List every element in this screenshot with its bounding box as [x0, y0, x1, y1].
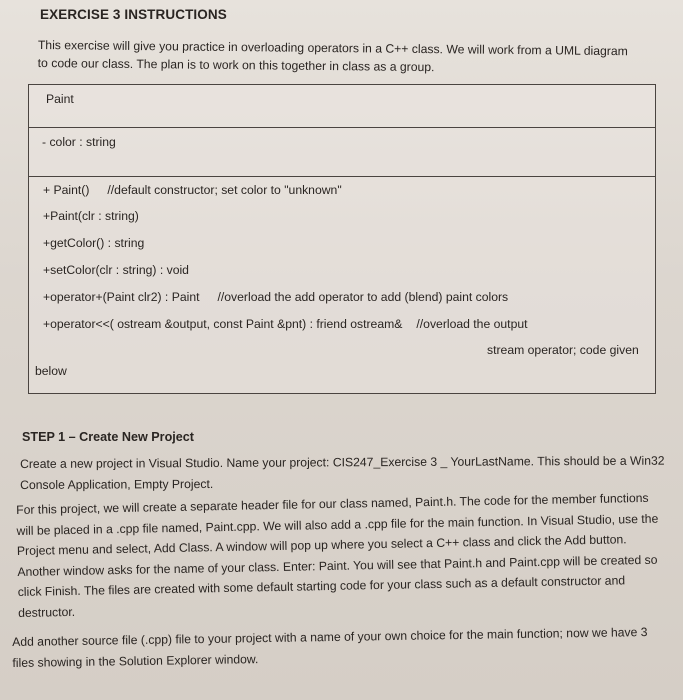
uml-method	[43, 236, 144, 250]
step-1-title: STEP 1 – Create New Project	[22, 430, 194, 444]
method-comment-continuation-below: below	[35, 364, 67, 378]
uml-method	[43, 209, 139, 223]
uml-diagram	[28, 84, 656, 394]
step-1-paragraph-3: Add another source file (.cpp) file to your project with a name of your own choice for the main function; now we have 3 files showing in the Solution Explorer window.	[12, 625, 648, 670]
uml-method	[43, 183, 342, 197]
method-signature: + Paint()	[43, 183, 90, 197]
uml-method	[43, 263, 189, 277]
method-comment: //default constructor; set color to "unknown"	[107, 183, 342, 197]
page-heading: EXERCISE 3 INSTRUCTIONS	[40, 7, 227, 22]
uml-class-name: Paint	[46, 92, 74, 106]
method-comment: //overload the output	[416, 317, 528, 331]
method-signature: +operator<<( ostream &output, const Paint &pnt) : friend ostream&	[43, 317, 403, 331]
uml-attributes-row	[29, 127, 655, 177]
method-signature: +Paint(clr : string)	[43, 209, 139, 223]
uml-attribute: - color : string	[42, 135, 116, 149]
uml-class-name-row	[29, 85, 655, 128]
method-signature: +setColor(clr : string) : void	[43, 263, 189, 277]
step-1-paragraph-2: For this project, we will create a separate header file for our class named, Paint.h. The code for the member functions will be placed in a .cpp file named, Paint.cpp. We will also add a .cpp file for the main function. In Visual Studio, use the Project menu and select, Add Class. A window will pop up where you select a C++ class and click the Add button. Another window asks for the name of your class. Enter: Paint. You will see that Paint.h and Paint.cpp will be created so click Finish. The files are created with some default starting code for your class such as a default constructor and destructor.	[16, 490, 659, 620]
uml-method	[43, 317, 528, 331]
method-signature: +operator+(Paint clr2) : Paint	[43, 290, 200, 304]
method-comment-continuation: stream operator; code given	[487, 343, 639, 357]
uml-method	[43, 290, 508, 304]
step-1-paragraph-1: Create a new project in Visual Studio. Name your project: CIS247_Exercise 3 _ YourLastName. This should be a Win32 Console Application, Empty Project.	[20, 453, 665, 492]
intro-paragraph: This exercise will give you practice in overloading operators in a C++ class. We will work from a UML diagram to code our class. The plan is to work on this together in class as a group.	[37, 37, 628, 75]
method-comment: //overload the add operator to add (blend) paint colors	[217, 290, 509, 304]
method-signature: +getColor() : string	[43, 236, 145, 250]
